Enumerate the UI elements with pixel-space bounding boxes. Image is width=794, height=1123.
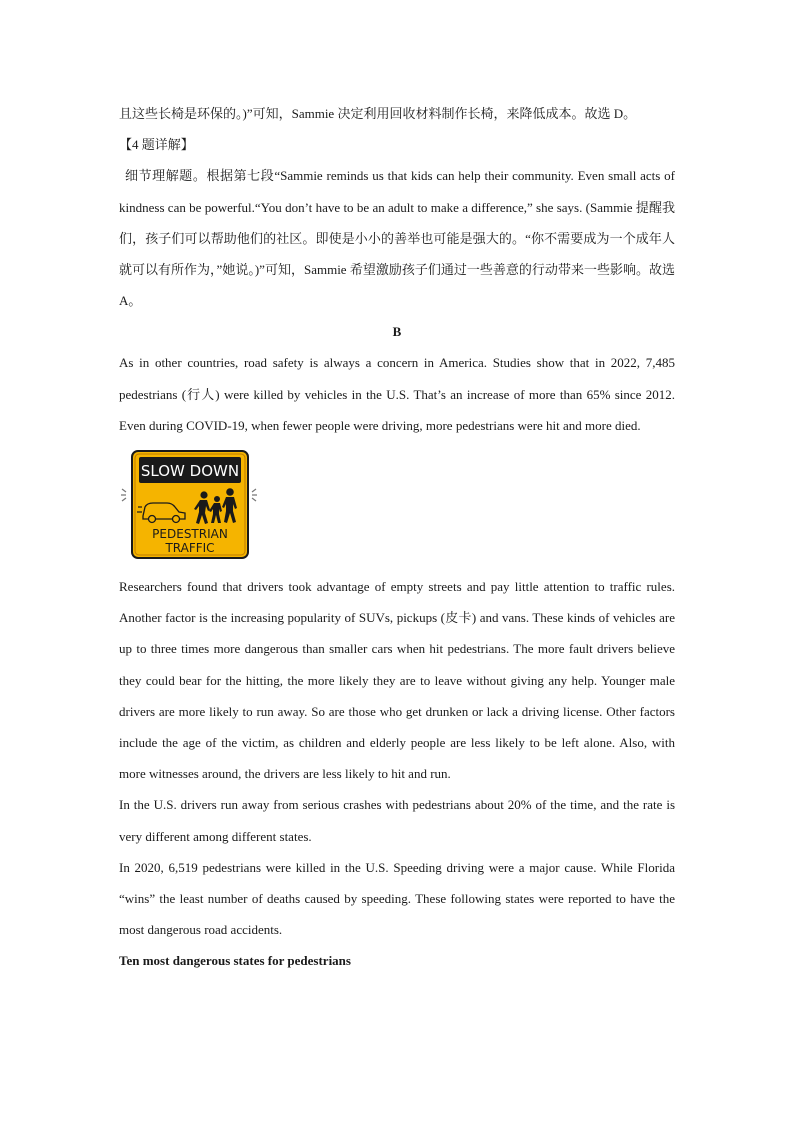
passage-paragraph-2: Researchers found that drivers took advantage of empty streets and pay little attention to traffic rules. Another factor is the increasing popularity of SUVs, pickups (皮卡) and vans. These kinds of vehicles are up to three times more dangerous than smaller cars when hit pedestrians. The more fault drivers believe they could bear for the hitting, the more likely they are to leave without giving any help. Younger male drivers are more likely to run away. So are those who get drunken or lack a driving license. Other factors include the age of the victim, as children and elderly people are less likely to be left alone. Also, with more witnesses around, the drivers are less likely to hit and run.: [119, 579, 675, 782]
question4-heading: 【4 题详解】: [119, 137, 194, 153]
passage-paragraph-1: As in other countries, road safety is always a concern in America. Studies show that in 2022, 7,485 pedestrians (行人) were killed by vehicles in the U.S. That’s an increase of more than 65% since 2012. Even during COVID-19, when fewer people were driving, more pedestrians were hit and more died.: [119, 355, 675, 433]
passage-paragraph-3: In the U.S. drivers run away from serious crashes with pedestrians about 20% of the time, and the rate is very different among different states.: [119, 797, 675, 844]
answer3-tail-paragraph: 且这些长椅是环保的。)”可知，Sammie 决定利用回收材料制作长椅，来降低成本。故选 D。: [119, 106, 637, 121]
question4-explanation: 细节理解题。根据第七段“Sammie reminds us that kids can help their community. Even small acts of kindness can be powerful.“You don’t have to be an adult to make a difference,” she says. (Sammie 提醒我们，孩子们可以帮助他们的社区。即使是小小的善举也可能是强大的。“你不需要成为一个成年人就可以有所作为，”她说。)”可知，Sammie 希望激励孩子们通过一些善意的行动带来一些影响。故选 A。: [119, 168, 675, 309]
sign-bottom-line1: PEDESTRIAN: [152, 527, 228, 542]
document-page: [119, 98, 675, 976]
section-letter: B: [392, 324, 402, 340]
slow-down-sign-figure: [119, 443, 675, 571]
pedestrian-sign-image: [119, 449, 259, 561]
passage-paragraph-4: In 2020, 6,519 pedestrians were killed in the U.S. Speeding driving were a major cause. While Florida “wins” the least number of deaths caused by speeding. These following states were reported to have the most dangerous road accidents.: [119, 859, 675, 938]
table-title: Ten most dangerous states for pedestrians: [119, 953, 351, 969]
sign-bottom-line2: TRAFFIC: [165, 541, 215, 556]
sign-top-text: SLOW DOWN: [140, 462, 240, 481]
